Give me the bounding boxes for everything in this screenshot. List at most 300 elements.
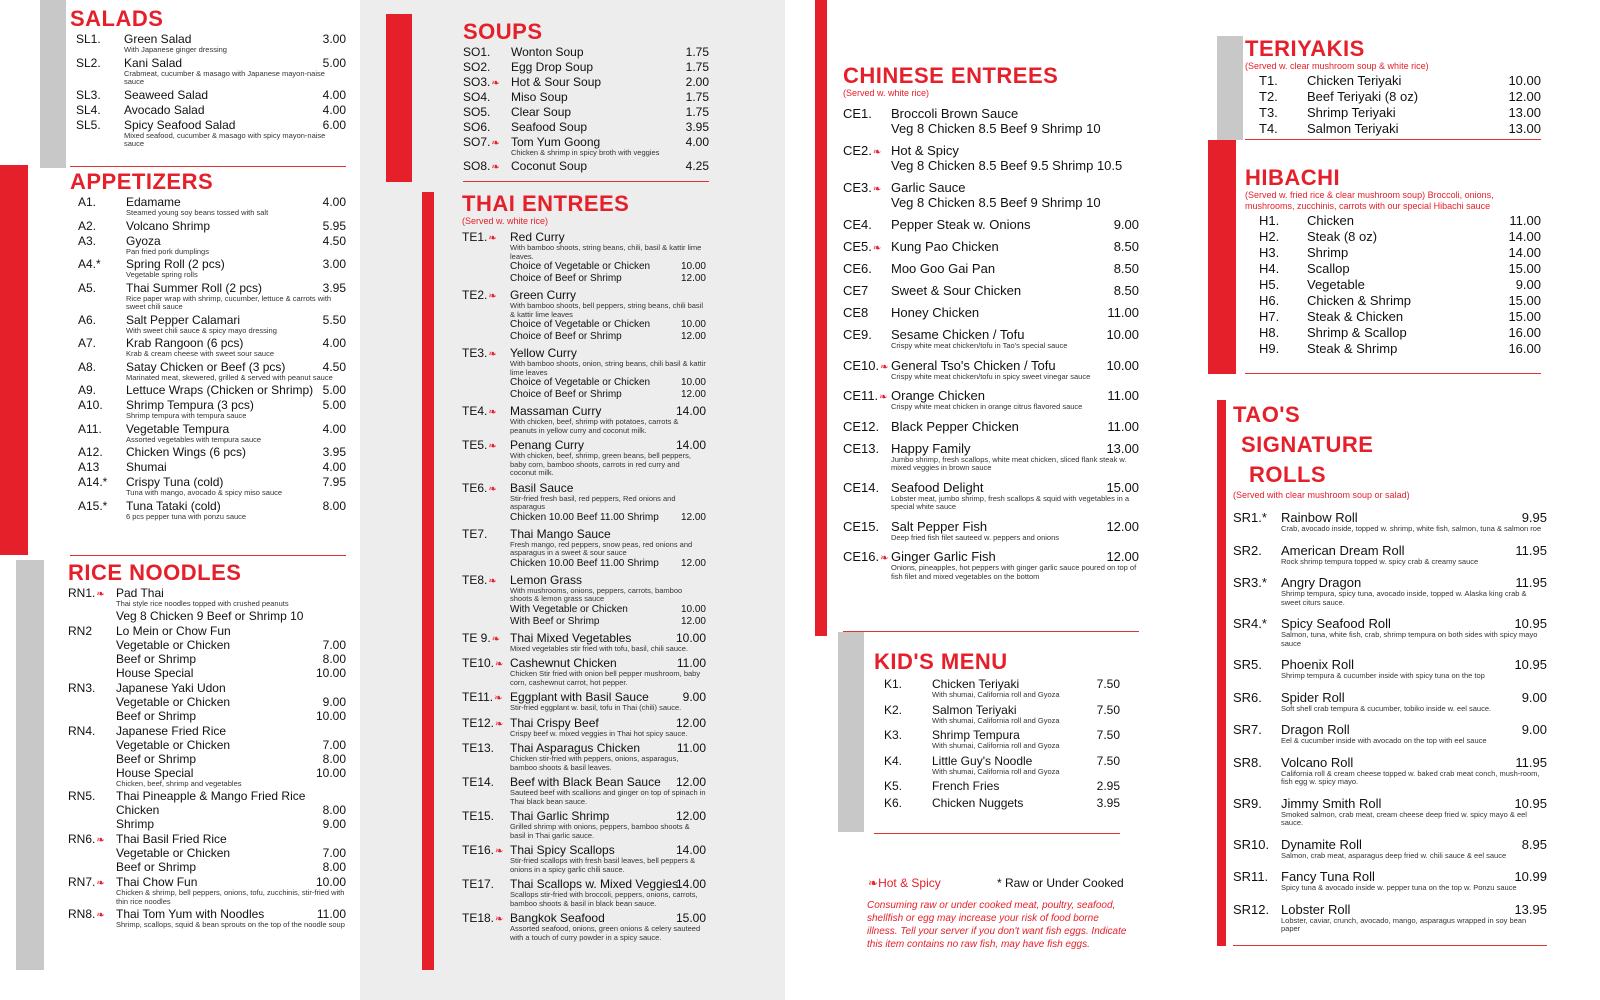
- soups-bar: [386, 14, 412, 182]
- item-name: Satay Chicken or Beef (3 pcs): [126, 359, 286, 374]
- option-price: 10.00: [680, 603, 706, 615]
- item-code: K2.: [884, 702, 903, 717]
- item-name: Thai Summer Roll (2 pcs): [126, 280, 263, 295]
- item-description: Spicy tuna & avocado inside w. pepper tuna on the top w. Ponzu sauce: [1281, 883, 1517, 892]
- item-option: [510, 377, 706, 389]
- item-price: 12.00: [1508, 89, 1541, 104]
- menu-item: [78, 383, 346, 397]
- menu-item: [462, 775, 706, 806]
- item-price: 10.00: [675, 630, 706, 645]
- menu-item: [462, 809, 706, 840]
- menu-item: [1259, 213, 1541, 228]
- menu-item: [462, 631, 706, 654]
- item-name: Spring Roll (2 pcs): [126, 257, 225, 271]
- item-code: TE4.❧: [462, 404, 497, 418]
- menu-item: [78, 422, 346, 445]
- item-description: Steamed young soy beans tossed with salt: [126, 208, 269, 217]
- item-code: A4.*: [78, 257, 101, 271]
- item-price: 12.00: [675, 715, 706, 730]
- item-name: Seafood Soup: [511, 120, 588, 134]
- item-code: SO6.: [463, 120, 491, 134]
- menu-item: [1233, 575, 1547, 607]
- item-name: Little Guy's Noodle: [932, 753, 1033, 768]
- item-name: Honey Chicken: [891, 305, 980, 320]
- item-name: Bangkok Seafood: [510, 911, 605, 925]
- item-description: Salmon, crab meat, asparagus deep fried w. chili sauce & eel sauce: [1281, 850, 1507, 860]
- menu-item: [463, 135, 709, 158]
- option-label: Choice of Vegetable or Chicken: [510, 261, 651, 272]
- menu-item: [1233, 722, 1547, 746]
- item-code: CE7: [843, 283, 869, 298]
- item-code: A15.*: [78, 498, 108, 513]
- item-price: 12.00: [1106, 549, 1139, 564]
- item-code: RN2: [68, 623, 93, 638]
- item-description: Onions, pineapples, hot peppers with ginger garlic sauce poured on top of fish filet and mixed vegetables on the bottom: [891, 563, 1137, 581]
- hot-spicy-icon: ❧: [495, 846, 504, 857]
- item-option: [510, 604, 706, 616]
- option-label: Choice of Beef or Shrimp: [510, 331, 622, 342]
- item-option: [891, 195, 1139, 210]
- item-code: TE13.: [462, 741, 495, 755]
- item-name: Tuna Tataki (cold): [126, 498, 221, 513]
- item-description: Stir-fried scallops with fresh basil leaves, bell peppers & onions in a spicy garlic chili sauce.: [510, 856, 696, 874]
- item-name: Chicken & Shrimp: [1307, 293, 1412, 308]
- legend: [867, 876, 1127, 890]
- menu-item: [463, 159, 709, 173]
- item-code: CE2.❧: [843, 143, 882, 158]
- hot-spicy-icon: ❧: [96, 589, 105, 600]
- item-code: SO4.: [463, 90, 491, 104]
- item-price: 9.00: [1113, 217, 1139, 232]
- item-name: Salmon Teriyaki: [1307, 121, 1399, 136]
- item-code: SO5.: [463, 105, 491, 119]
- menu-item: [462, 911, 706, 942]
- item-description: Chicken stir-fried with peppers, onions, asparagus, bamboo shoots & basil leaves.: [510, 754, 679, 772]
- item-description: With chicken, beef, shrimp with potatoes, carrots & peanuts in yellow curry and coconut milk.: [510, 417, 679, 435]
- hot-spicy-label: Hot & Spicy: [878, 876, 941, 890]
- item-price: 13.00: [1508, 121, 1541, 136]
- item-name: Jimmy Smith Roll: [1281, 795, 1382, 811]
- item-option: [510, 389, 706, 401]
- section-subtitle: (Served with clear mushroom soup or salad): [1233, 490, 1410, 500]
- item-price: 16.00: [1508, 325, 1541, 340]
- menu-item: [78, 460, 346, 474]
- item-code: CE9.: [843, 327, 872, 342]
- item-code: TE8.❧: [462, 572, 497, 587]
- item-code: SO7.❧: [463, 135, 500, 149]
- menu-item: [462, 690, 706, 713]
- item-code: A10.: [78, 398, 103, 412]
- item-code: SR2.: [1233, 542, 1262, 558]
- item-price: 11.00: [1509, 213, 1541, 228]
- item-description: Crispy white meat chicken/tofu in spicy sweet vinegar sauce: [891, 371, 1091, 381]
- hot-spicy-icon: ❧: [880, 361, 889, 373]
- item-name: Thai Spicy Scallops: [510, 843, 615, 857]
- menu-item: [463, 60, 709, 74]
- item-code: TE14.: [462, 775, 495, 789]
- item-price: 3.95: [322, 445, 346, 459]
- item-price: 11.00: [676, 656, 706, 670]
- item-code: SR1.*: [1233, 510, 1267, 525]
- signature-rolls-section: [1233, 400, 1547, 946]
- item-price: 3.95: [1096, 796, 1120, 810]
- menu-item: [884, 677, 1120, 700]
- chinese-bar: [815, 0, 827, 636]
- item-name: Thai Mixed Vegetables: [510, 630, 632, 645]
- menu-item: [462, 843, 706, 874]
- item-name: Salt Pepper Calamari: [126, 312, 241, 327]
- menu-item: [1233, 902, 1547, 934]
- option-label: Veg 8 Chicken 8.5 Beef 9.5 Shrimp 10.5: [891, 158, 1123, 173]
- item-description: Lobster, caviar, crunch, avocado, mango, asparagus wrapped in soy bean paper: [1281, 915, 1527, 933]
- item-price: 2.95: [1096, 779, 1120, 793]
- appetizers-section: [70, 170, 346, 556]
- item-code: TE16.❧: [462, 843, 504, 857]
- section-title: HIBACHI: [1245, 165, 1341, 190]
- option-label: Beef or Shrimp: [116, 651, 197, 666]
- menu-item: [1259, 121, 1541, 136]
- menu-item: [1233, 869, 1547, 893]
- item-description: Eel & cucumber inside with avocado on the top with eel sauce: [1281, 736, 1487, 745]
- item-name: Lettuce Wraps (Chicken or Shrimp): [126, 383, 314, 397]
- menu-item: [78, 219, 346, 233]
- menu-item: [1259, 309, 1541, 324]
- item-name: Egg Drop Soup: [511, 60, 594, 74]
- item-description: Assorted seafood, onions, green onions & celery sauteed with a touch of curry powder in a spicy sauce.: [510, 924, 701, 942]
- item-price: 3.95: [322, 280, 346, 295]
- item-name: Shrimp & Scallop: [1307, 325, 1407, 340]
- menu-item: [843, 239, 1139, 254]
- menu-item: [843, 217, 1139, 232]
- item-code: SL1.: [76, 32, 101, 46]
- item-name: Coconut Soup: [511, 158, 588, 173]
- item-option: [510, 512, 706, 524]
- option-price: 12.00: [680, 331, 706, 342]
- salads-bar: [40, 0, 66, 168]
- item-name: Penang Curry: [510, 438, 585, 452]
- item-price: 3.00: [322, 257, 346, 271]
- item-price: 10.00: [1508, 73, 1541, 88]
- item-name: Wonton Soup: [511, 45, 584, 59]
- item-code: TE 9.❧: [462, 630, 501, 645]
- item-code: CE16.❧: [843, 549, 889, 564]
- item-name: Steak & Chicken: [1307, 309, 1404, 324]
- item-code: A12.: [78, 445, 103, 459]
- option-price: 10.00: [315, 708, 346, 723]
- item-name: Phoenix Roll: [1281, 657, 1354, 672]
- item-option: [510, 273, 706, 285]
- item-code: SO3.❧: [463, 75, 500, 89]
- menu-item: [1259, 277, 1541, 292]
- item-code: TE7.: [462, 526, 488, 541]
- item-name: Rainbow Roll: [1281, 510, 1358, 525]
- item-price: 11.00: [1107, 305, 1139, 320]
- item-name: Green Salad: [124, 32, 192, 46]
- item-description: Soft shell crab tempura & cucumber, tobiko inside w. eel sauce.: [1281, 703, 1492, 713]
- item-option: [116, 638, 346, 652]
- item-code: A3.: [78, 233, 97, 248]
- rice-noodles-section: [68, 561, 346, 973]
- hot-spicy-icon: ❧: [491, 78, 500, 89]
- item-name: Hot & Spicy: [891, 143, 959, 158]
- item-price: 5.50: [322, 312, 346, 327]
- item-description: Lobster meat, jumbo shrimp, fresh scallops & squid with vegetables in a special white sauce: [891, 493, 1130, 511]
- item-name: Red Curry: [510, 230, 565, 244]
- item-price: 5.00: [322, 383, 346, 397]
- option-price: 8.00: [322, 860, 346, 874]
- menu-item: [1233, 796, 1547, 828]
- item-price: 5.95: [322, 218, 346, 233]
- item-name: Green Curry: [510, 288, 577, 302]
- item-code: RN5.: [68, 789, 96, 803]
- option-price: 10.00: [680, 377, 706, 388]
- item-description: With bamboo shoots, string beans, chili, basil & kattir lime leaves.: [510, 243, 702, 261]
- option-label: Shrimp: [116, 817, 155, 831]
- raw-label: * Raw or Under Cooked: [997, 876, 1124, 890]
- section-title-line3: ROLLS: [1249, 462, 1327, 487]
- item-price: 7.50: [1096, 702, 1120, 717]
- item-option: [891, 158, 1139, 173]
- item-description: Deep fried fish filet sauteed w. peppers and onions: [891, 532, 1060, 542]
- item-code: CE4.: [843, 217, 872, 232]
- hot-spicy-icon: ❧: [488, 575, 497, 587]
- section-subtitle: (Served w. white rice): [843, 88, 930, 98]
- menu-item: [76, 32, 346, 55]
- item-price: 4.00: [322, 421, 346, 436]
- hot-spicy-icon: ❧: [491, 161, 500, 173]
- item-code: TE10.❧: [462, 656, 504, 670]
- item-name: Eggplant with Basil Sauce: [510, 690, 649, 704]
- item-price: 9.00: [1515, 277, 1541, 292]
- hot-spicy-icon: ❧: [488, 233, 497, 244]
- menu-item: [78, 195, 346, 218]
- item-price: 15.00: [675, 911, 706, 925]
- option-price: 8.00: [322, 803, 346, 817]
- hot-spicy-icon: ❧: [96, 910, 105, 921]
- item-price: 10.95: [1514, 616, 1547, 631]
- item-code: H7.: [1259, 309, 1280, 324]
- item-name: Vegetable: [1307, 277, 1365, 292]
- item-name: Spider Roll: [1281, 689, 1345, 705]
- item-description: Crispy beef w. mixed veggies in Thai hot spicy sauce.: [510, 728, 688, 738]
- item-code: CE8: [843, 305, 869, 320]
- item-name: Crispy Tuna (cold): [126, 475, 224, 489]
- item-price: 11.00: [676, 741, 706, 755]
- menu-item: [843, 143, 1139, 173]
- menu-item: [1259, 245, 1541, 260]
- option-price: 9.00: [322, 694, 346, 709]
- item-code: H2.: [1259, 229, 1280, 244]
- option-price: 8.00: [322, 751, 346, 766]
- item-name: Krab Rangoon (6 pcs): [126, 336, 244, 350]
- option-label: House Special: [116, 665, 194, 680]
- item-option: [116, 752, 346, 766]
- item-option: [116, 652, 346, 666]
- hot-spicy-icon: ❧: [488, 407, 497, 418]
- item-name: Angry Dragon: [1281, 575, 1362, 590]
- menu-item: [884, 703, 1120, 726]
- option-label: Choice of Vegetable or Chicken: [510, 319, 651, 330]
- item-name: Cashewnut Chicken: [510, 656, 617, 670]
- item-option: [116, 695, 346, 709]
- item-name: Salmon Teriyaki: [932, 702, 1017, 717]
- item-name: Avocado Salad: [124, 102, 205, 117]
- option-label: House Special: [116, 765, 194, 780]
- option-label: Beef or Shrimp: [116, 708, 197, 723]
- item-name: Thai Pineapple & Mango Fried Rice: [116, 789, 306, 803]
- item-code: CE5.❧: [843, 239, 882, 254]
- menu-item: [843, 283, 1139, 298]
- item-name: Spicy Seafood Roll: [1281, 616, 1391, 631]
- item-name: Yellow Curry: [510, 346, 577, 360]
- menu-item: [76, 118, 346, 149]
- item-price: 4.50: [322, 359, 346, 374]
- item-price: 8.95: [1521, 836, 1547, 852]
- hot-spicy-icon: ❧: [488, 291, 497, 302]
- item-name: Japanese Yaki Udon: [116, 680, 226, 695]
- item-name: Miso Soup: [511, 90, 568, 104]
- item-description: Chicken & shrimp in spicy broth with veggies: [511, 148, 660, 157]
- item-description: Crispy white meat chicken in orange citrus flavored sauce: [891, 402, 1083, 411]
- option-label: Veg 8 Chicken 9 Beef or Shrimp 10: [116, 608, 304, 623]
- item-code: A6.: [78, 312, 97, 327]
- section-title: THAI ENTREES: [462, 191, 630, 216]
- item-description: Salmon, tuna, white fish, crab, shrimp tempura on both sides with spicy mayo sauce: [1281, 630, 1538, 648]
- item-name: Thai Mango Sauce: [510, 526, 611, 541]
- item-description: Krab & cream cheese with sweet sour sauce: [126, 349, 274, 358]
- option-label: Choice of Vegetable or Chicken: [510, 377, 651, 388]
- item-code: RN1.❧: [68, 586, 105, 600]
- menu-item: [463, 120, 709, 134]
- item-description: Crab, avocado inside, topped w. shrimp, white fish, salmon, tuna & salmon roe: [1281, 524, 1542, 533]
- hot-spicy-icon: ❧: [488, 349, 497, 360]
- hot-spicy-icon: ❧: [491, 138, 500, 149]
- item-name: Steak (8 oz): [1307, 229, 1378, 244]
- section-subtitle: (Served w. clear mushroom soup & white rice): [1245, 61, 1429, 71]
- item-price: 3.00: [322, 32, 346, 46]
- menu-item: [843, 180, 1139, 210]
- item-code: A1.: [78, 195, 97, 209]
- item-price: 14.00: [675, 877, 706, 891]
- menu-item: [884, 779, 1120, 793]
- item-code: T4.: [1259, 121, 1278, 136]
- item-price: 8.50: [1113, 261, 1139, 276]
- item-price: 14.00: [675, 843, 706, 857]
- item-price: 15.00: [1106, 479, 1139, 495]
- item-code: SO1.: [463, 45, 491, 59]
- item-name: Clear Soup: [511, 105, 572, 119]
- item-description: With bamboo shoots, bell peppers, string beans, chili basil & kattir lime leaves: [510, 301, 704, 319]
- item-description: Fresh mango, red peppers, snow peas, red onions and asparagus in a sweet & sour sauce: [510, 539, 693, 557]
- item-name: Moo Goo Gai Pan: [891, 261, 996, 276]
- kids-menu-section: [874, 650, 1120, 834]
- hot-spicy-icon: ❧: [488, 441, 497, 452]
- item-description: Pan fried pork dumplings: [126, 246, 209, 256]
- thai-bar: [422, 192, 434, 970]
- item-code: H8.: [1259, 325, 1280, 340]
- menu-item: [462, 573, 706, 628]
- menu-item: [78, 336, 346, 359]
- item-name: Seaweed Salad: [124, 87, 209, 102]
- hot-spicy-icon: ❧: [96, 835, 105, 846]
- item-price: 14.00: [1508, 229, 1541, 244]
- item-code: RN4.: [68, 723, 96, 738]
- item-code: TE17.: [462, 877, 495, 891]
- item-name: Shrimp: [1307, 245, 1349, 260]
- item-code: SO2.: [463, 60, 491, 74]
- menu-item: [68, 875, 346, 906]
- item-description: With shumai, California roll and Gyoza: [932, 741, 1060, 750]
- option-label: Beef or Shrimp: [116, 751, 197, 766]
- item-code: SR10.: [1233, 836, 1270, 852]
- option-label: Vegetable or Chicken: [116, 737, 231, 752]
- section-subtitle: (Served w. white rice): [462, 216, 549, 226]
- item-code: A8.: [78, 359, 97, 374]
- option-label: Chicken 10.00 Beef 11.00 Shrimp: [510, 557, 659, 569]
- item-price: 4.00: [322, 336, 346, 350]
- item-price: 4.25: [685, 158, 709, 173]
- item-name: Gyoza: [126, 233, 161, 248]
- item-code: SL3.: [76, 87, 101, 102]
- item-price: 8.00: [322, 498, 346, 513]
- item-name: Broccoli Brown Sauce: [891, 106, 1019, 121]
- hot-spicy-icon: ❧: [488, 483, 497, 495]
- item-price: 8.50: [1113, 283, 1139, 298]
- item-price: 3.95: [685, 120, 709, 134]
- item-description: Chicken & shrimp, bell peppers, onions, tofu, zucchinis, stir-fried with thin rice noodles: [116, 888, 345, 906]
- menu-item: [462, 346, 706, 401]
- item-name: Chicken Teriyaki: [1307, 73, 1402, 88]
- item-name: Thai Chow Fun: [116, 875, 198, 889]
- item-code: K6.: [884, 796, 903, 810]
- menu-item: [843, 106, 1139, 136]
- option-label: Choice of Beef or Shrimp: [510, 273, 622, 284]
- item-name: Thai Crispy Beef: [510, 715, 599, 730]
- hot-spicy-icon: ❧: [872, 243, 882, 254]
- menu-item: [884, 754, 1120, 777]
- item-price: 5.00: [322, 398, 346, 412]
- item-code: TE12.❧: [462, 715, 504, 730]
- rolls-bar: [1217, 400, 1226, 946]
- item-name: Spicy Seafood Salad: [124, 117, 236, 132]
- item-code: SR12.: [1233, 901, 1270, 917]
- menu-item: [843, 388, 1139, 412]
- menu-item: [1259, 261, 1541, 276]
- item-code: SR6.: [1233, 689, 1262, 705]
- item-description: Marinated meat, skewered, grilled & served with peanut sauce: [126, 372, 333, 382]
- item-description: Mixed vegetables stir fried with tofu, basil, chili sauce.: [510, 643, 688, 653]
- item-price: 13.95: [1514, 901, 1547, 917]
- item-description: Sauteed beef with scallions and ginger on top of spinach in Thai black bean sauce.: [510, 788, 706, 806]
- option-label: With Beef or Shrimp: [510, 615, 600, 627]
- item-name: Vegetable Tempura: [126, 421, 230, 436]
- item-price: 14.00: [675, 438, 706, 452]
- item-code: SL4.: [76, 102, 101, 117]
- option-price: 12.00: [680, 615, 706, 627]
- item-name: General Tso's Chicken / Tofu: [891, 357, 1056, 373]
- item-name: Sweet & Sour Chicken: [891, 283, 1022, 298]
- menu-item: [1259, 341, 1541, 356]
- item-code: K4.: [884, 753, 903, 768]
- option-label: With Vegetable or Chicken: [510, 603, 628, 615]
- item-description: Shrimp tempura, spicy tuna, avocado inside, topped w. Alaska king crab & sweet citurs sauce.: [1281, 589, 1527, 607]
- item-code: H1.: [1259, 213, 1280, 228]
- item-description: Crispy white meat chicken/tofu in Tao's special sauce: [891, 341, 1068, 350]
- salads-section: [70, 7, 346, 167]
- menu-item: [1259, 229, 1541, 244]
- item-description: With Japanese ginger dressing: [124, 45, 227, 54]
- menu-item: [843, 549, 1139, 581]
